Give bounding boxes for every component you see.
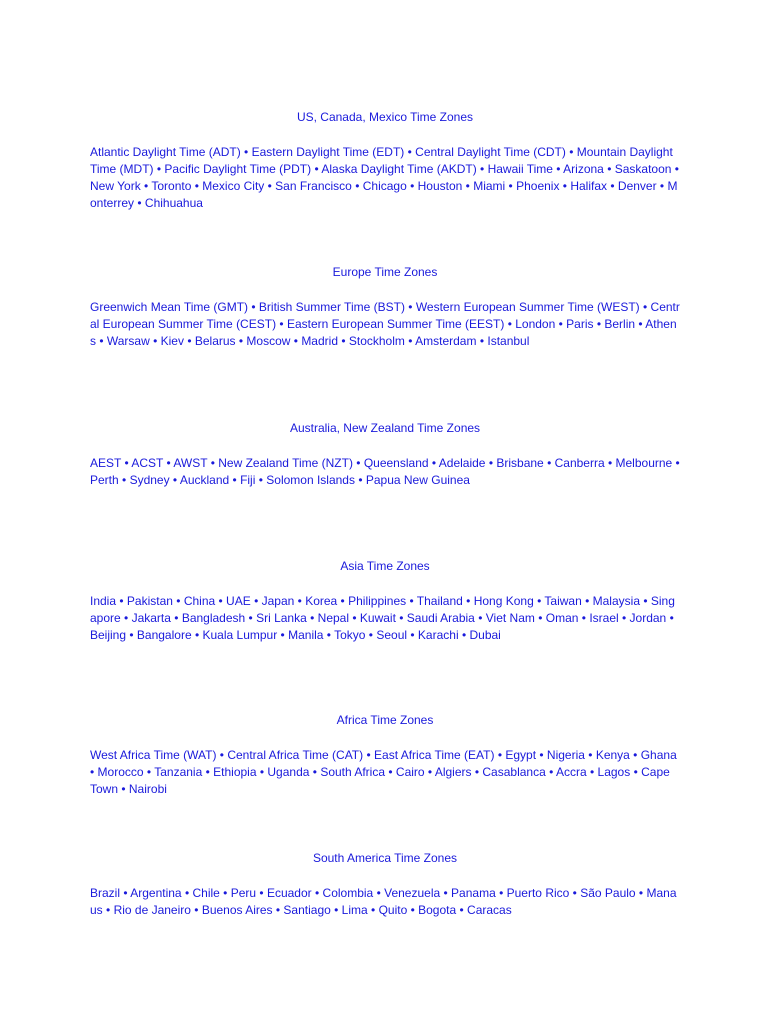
separator: • [404, 145, 416, 159]
section-links [90, 144, 680, 212]
timezone-link[interactable]: Lima [341, 903, 368, 917]
timezone-link[interactable]: Singapore [90, 594, 675, 625]
separator: • [90, 765, 98, 779]
timezone-link[interactable]: Central European Summer Time (CEST) [90, 300, 680, 331]
timezone-link[interactable]: Rio de Janeiro [113, 903, 191, 917]
separator: • [640, 594, 651, 608]
timezone-link[interactable]: Nigeria [546, 748, 585, 762]
timezone-link[interactable]: ACST [131, 456, 164, 470]
separator: • [395, 611, 407, 625]
separator: • [153, 162, 165, 176]
separator: • [143, 765, 155, 779]
separator: • [462, 594, 474, 608]
timezone-link[interactable]: Manila [288, 628, 324, 642]
separator: • [569, 886, 581, 900]
separator: • [183, 334, 195, 348]
separator: • [474, 611, 486, 625]
timezone-link[interactable]: Cairo [395, 765, 425, 779]
timezone-link[interactable]: Bogota [418, 903, 457, 917]
separator: • [255, 473, 267, 487]
timezone-link[interactable]: Perth [90, 473, 119, 487]
timezone-link[interactable]: Western European Summer Time (WEST) [415, 300, 640, 314]
timezone-link[interactable]: China [183, 594, 216, 608]
timezone-link[interactable]: Greenwich Mean Time (GMT) [90, 300, 249, 314]
timezone-link[interactable]: Puerto Rico [506, 886, 570, 900]
separator: • [352, 456, 364, 470]
separator: • [294, 594, 306, 608]
timezone-link[interactable]: Monterrey [90, 179, 678, 210]
timezone-link[interactable]: Pacific Daylight Time (PDT) [164, 162, 312, 176]
section-links [90, 593, 680, 644]
separator: • [264, 179, 276, 193]
timezone-link[interactable]: Chicago [362, 179, 407, 193]
timezone-link[interactable]: Jakarta [131, 611, 171, 625]
separator: • [116, 594, 127, 608]
separator: • [635, 886, 647, 900]
timezone-link[interactable]: Solomon Islands [266, 473, 355, 487]
timezone-link[interactable]: Bangladesh [181, 611, 246, 625]
timezone-link[interactable]: Belarus [194, 334, 236, 348]
timezone-link[interactable]: Karachi [417, 628, 459, 642]
separator: • [272, 903, 284, 917]
timezone-link[interactable]: Cape Town [90, 765, 670, 796]
separator: • [118, 782, 129, 796]
timezone-link[interactable]: New York [90, 179, 141, 193]
timezone-link[interactable]: Warsaw [106, 334, 150, 348]
separator: • [603, 162, 615, 176]
timezone-link[interactable]: Sydney [129, 473, 170, 487]
section-australia-new-zealand [90, 420, 680, 489]
section-us-canada-mexico [90, 109, 680, 212]
timezone-link[interactable]: Venezuela [384, 886, 441, 900]
separator: • [276, 317, 287, 331]
separator: • [559, 179, 571, 193]
separator: • [534, 611, 546, 625]
separator: • [367, 903, 379, 917]
separator: • [149, 334, 161, 348]
separator: • [404, 300, 416, 314]
separator: • [504, 317, 516, 331]
timezone-link[interactable]: Uganda [267, 765, 310, 779]
separator: • [536, 748, 547, 762]
separator: • [290, 334, 302, 348]
separator: • [190, 903, 202, 917]
separator: • [424, 765, 435, 779]
timezone-link[interactable]: Kuwait [359, 611, 396, 625]
separator: • [120, 886, 131, 900]
separator: • [604, 456, 616, 470]
separator: • [163, 456, 174, 470]
timezone-link[interactable]: Papua New Guinea [365, 473, 470, 487]
timezone-link[interactable]: AWST [173, 456, 208, 470]
separator: • [256, 765, 268, 779]
separator: • [639, 300, 651, 314]
separator: • [126, 628, 137, 642]
separator: • [672, 456, 680, 470]
separator: • [140, 179, 152, 193]
timezone-link[interactable]: Auckland [179, 473, 230, 487]
timezone-link[interactable]: Central Africa Time (CAT) [227, 748, 364, 762]
timezone-link[interactable]: Buenos Aires [201, 903, 273, 917]
separator: • [311, 886, 323, 900]
timezone-link[interactable]: Adelaide [438, 456, 486, 470]
separator: • [406, 594, 417, 608]
timezone-link[interactable]: Kenya [595, 748, 630, 762]
timezone-link[interactable]: Alaska Daylight Time (AKDT) [321, 162, 477, 176]
separator: • [250, 594, 262, 608]
timezone-link[interactable]: West Africa Time (WAT) [90, 748, 217, 762]
separator: • [202, 765, 214, 779]
timezone-link[interactable]: Houston [417, 179, 463, 193]
section-title: Australia, New Zealand Time Zones [289, 421, 481, 435]
separator: • [240, 145, 252, 159]
separator: • [462, 179, 474, 193]
timezone-link[interactable]: Quito [378, 903, 408, 917]
timezone-link[interactable]: Hawaii Time [487, 162, 553, 176]
section-title: South America Time Zones [312, 851, 458, 865]
separator: • [404, 334, 416, 348]
separator: • [440, 886, 452, 900]
separator: • [505, 179, 517, 193]
timezone-link[interactable]: Canberra [554, 456, 605, 470]
timezone-link[interactable]: Caracas [467, 903, 512, 917]
separator: • [656, 179, 668, 193]
separator: • [216, 748, 228, 762]
separator: • [248, 300, 259, 314]
timezone-link[interactable]: Viet Nam [485, 611, 535, 625]
timezone-link[interactable]: Peru [230, 886, 257, 900]
timezone-link[interactable]: Oman [545, 611, 579, 625]
timezone-link[interactable]: Egypt [505, 748, 537, 762]
section-title: US, Canada, Mexico Time Zones [296, 110, 474, 124]
separator: • [406, 179, 418, 193]
separator: • [191, 179, 203, 193]
timezone-link[interactable]: South Africa [320, 765, 386, 779]
section-links [90, 455, 680, 489]
separator: • [120, 611, 132, 625]
separator: • [629, 748, 641, 762]
section-title: Asia Time Zones [340, 559, 430, 573]
separator: • [170, 611, 182, 625]
separator: • [169, 473, 180, 487]
separator: • [102, 903, 114, 917]
separator: • [354, 473, 366, 487]
timezone-link[interactable]: São Paulo [580, 886, 636, 900]
section-title: Europe Time Zones [332, 265, 438, 279]
separator: • [607, 179, 618, 193]
separator: • [181, 886, 193, 900]
separator: • [428, 456, 439, 470]
timezone-link[interactable]: Lagos [597, 765, 631, 779]
separator: • [215, 594, 227, 608]
timezone-link[interactable]: Tanzania [154, 765, 203, 779]
timezone-link[interactable]: Halifax [570, 179, 608, 193]
separator: • [235, 334, 247, 348]
timezone-link[interactable]: Athens [90, 317, 677, 348]
separator: • [533, 594, 545, 608]
separator: • [118, 473, 130, 487]
timezone-link[interactable]: Nepal [317, 611, 350, 625]
timezone-link[interactable]: Central Daylight Time (CDT) [415, 145, 566, 159]
timezone-link[interactable]: Phoenix [516, 179, 560, 193]
separator: • [593, 317, 605, 331]
separator: • [172, 594, 184, 608]
timezone-link[interactable]: British Summer Time (BST) [258, 300, 405, 314]
separator: • [309, 765, 321, 779]
timezone-link[interactable]: Amsterdam [415, 334, 477, 348]
timezone-link[interactable]: Queensland [363, 456, 429, 470]
timezone-link[interactable]: Manaus [90, 886, 677, 917]
timezone-link[interactable]: Madrid [301, 334, 338, 348]
timezone-link[interactable]: Paris [566, 317, 594, 331]
separator: • [581, 594, 593, 608]
section-europe [90, 264, 680, 350]
timezone-link[interactable]: Saskatoon [614, 162, 672, 176]
separator: • [407, 903, 419, 917]
separator: • [349, 611, 360, 625]
timezone-link[interactable]: Hong Kong [473, 594, 534, 608]
timezone-link[interactable]: Philippines [348, 594, 407, 608]
timezone-link[interactable]: Santiago [283, 903, 331, 917]
timezone-link[interactable]: Brazil [90, 886, 121, 900]
separator: • [385, 765, 396, 779]
section-asia [90, 558, 680, 644]
timezone-link[interactable]: Jordan [629, 611, 667, 625]
separator: • [471, 765, 483, 779]
timezone-link[interactable]: Ghana [640, 748, 677, 762]
timezone-link[interactable]: Casablanca [482, 765, 546, 779]
timezone-link[interactable]: Algiers [434, 765, 472, 779]
timezone-link[interactable]: Melbourne [615, 456, 673, 470]
timezone-link[interactable]: Bangalore [136, 628, 192, 642]
timezone-link[interactable]: Pakistan [126, 594, 173, 608]
separator: • [407, 628, 418, 642]
separator: • [323, 628, 335, 642]
section-links [90, 885, 680, 919]
separator: • [338, 334, 349, 348]
separator: • [330, 903, 342, 917]
separator: • [219, 886, 231, 900]
separator: • [555, 317, 567, 331]
separator: • [543, 456, 555, 470]
section-links [90, 747, 680, 798]
timezone-link[interactable]: Denver [617, 179, 657, 193]
timezone-link[interactable]: Mexico City [202, 179, 265, 193]
separator: • [311, 162, 322, 176]
timezone-link[interactable]: Brisbane [496, 456, 544, 470]
timezone-link[interactable]: Toronto [151, 179, 192, 193]
timezone-link[interactable]: Beijing [90, 628, 127, 642]
timezone-link[interactable]: Stockholm [348, 334, 405, 348]
timezone-link[interactable]: Tokyo [334, 628, 366, 642]
timezone-link[interactable]: Atlantic Daylight Time (ADT) [90, 145, 241, 159]
separator: • [458, 628, 470, 642]
timezone-link[interactable]: Fiji [240, 473, 256, 487]
timezone-link[interactable]: Colombia [322, 886, 374, 900]
timezone-link[interactable]: Seoul [376, 628, 408, 642]
timezone-link[interactable]: London [515, 317, 556, 331]
timezone-link[interactable]: Chihuahua [144, 196, 203, 210]
timezone-link[interactable]: Saudi Arabia [406, 611, 475, 625]
separator: • [476, 162, 488, 176]
separator: • [245, 611, 257, 625]
timezone-link[interactable]: Miami [473, 179, 506, 193]
timezone-link[interactable]: India [90, 594, 117, 608]
separator: • [134, 196, 145, 210]
separator: • [121, 456, 132, 470]
separator: • [229, 473, 241, 487]
separator: • [494, 748, 506, 762]
section-title: Africa Time Zones [336, 713, 434, 727]
section-south-america [90, 850, 680, 919]
separator: • [552, 162, 564, 176]
separator: • [584, 748, 596, 762]
timezone-link[interactable]: Accra [555, 765, 587, 779]
timezone-link[interactable]: Nairobi [128, 782, 167, 796]
separator: • [365, 628, 377, 642]
separator: • [485, 456, 497, 470]
timezone-link[interactable]: Dubai [469, 628, 501, 642]
separator: • [207, 456, 219, 470]
separator: • [495, 886, 507, 900]
separator: • [578, 611, 590, 625]
timezone-link[interactable]: Arizona [563, 162, 604, 176]
timezone-link[interactable]: Japan [261, 594, 295, 608]
separator: • [635, 317, 646, 331]
separator: • [306, 611, 318, 625]
timezone-link[interactable]: Malaysia [592, 594, 640, 608]
separator: • [373, 886, 385, 900]
separator: • [96, 334, 107, 348]
timezone-link[interactable]: New Zealand Time (NZT) [218, 456, 353, 470]
separator: • [277, 628, 289, 642]
timezone-link[interactable]: Moscow [246, 334, 291, 348]
separator: • [476, 334, 488, 348]
timezone-link[interactable]: Panama [451, 886, 496, 900]
separator: • [666, 611, 674, 625]
timezone-link[interactable]: Ethiopia [213, 765, 257, 779]
separator: • [337, 594, 349, 608]
timezone-link[interactable]: Eastern European Summer Time (EEST) [286, 317, 505, 331]
separator: • [671, 162, 679, 176]
separator: • [618, 611, 630, 625]
timezone-link[interactable]: Thailand [416, 594, 463, 608]
timezone-link[interactable]: Argentina [130, 886, 182, 900]
timezone-link[interactable]: Israel [589, 611, 619, 625]
separator: • [456, 903, 468, 917]
timezone-link[interactable]: AEST [90, 456, 122, 470]
separator: • [586, 765, 598, 779]
section-africa [90, 712, 680, 798]
timezone-link[interactable]: Mountain Daylight Time (MDT) [90, 145, 673, 176]
separator: • [256, 886, 267, 900]
timezone-link[interactable]: Sri Lanka [256, 611, 307, 625]
separator: • [191, 628, 203, 642]
timezone-link[interactable]: Morocco [97, 765, 144, 779]
timezone-link[interactable]: Kuala Lumpur [202, 628, 278, 642]
timezone-link[interactable]: Taiwan [544, 594, 582, 608]
separator: • [363, 748, 375, 762]
separator: • [630, 765, 642, 779]
timezone-link[interactable]: Kiev [160, 334, 184, 348]
timezone-link[interactable]: San Francisco [275, 179, 352, 193]
timezone-link[interactable]: Korea [305, 594, 338, 608]
timezone-link[interactable]: Istanbul [487, 334, 530, 348]
separator: • [351, 179, 363, 193]
section-links [90, 299, 680, 350]
timezone-link[interactable]: Ecuador [266, 886, 312, 900]
separator: • [545, 765, 556, 779]
timezone-link[interactable]: East Africa Time (EAT) [374, 748, 495, 762]
timezone-link[interactable]: UAE [226, 594, 251, 608]
separator: • [565, 145, 577, 159]
timezone-link[interactable]: Berlin [604, 317, 636, 331]
timezone-link[interactable]: Eastern Daylight Time (EDT) [251, 145, 405, 159]
timezone-link[interactable]: Chile [192, 886, 220, 900]
